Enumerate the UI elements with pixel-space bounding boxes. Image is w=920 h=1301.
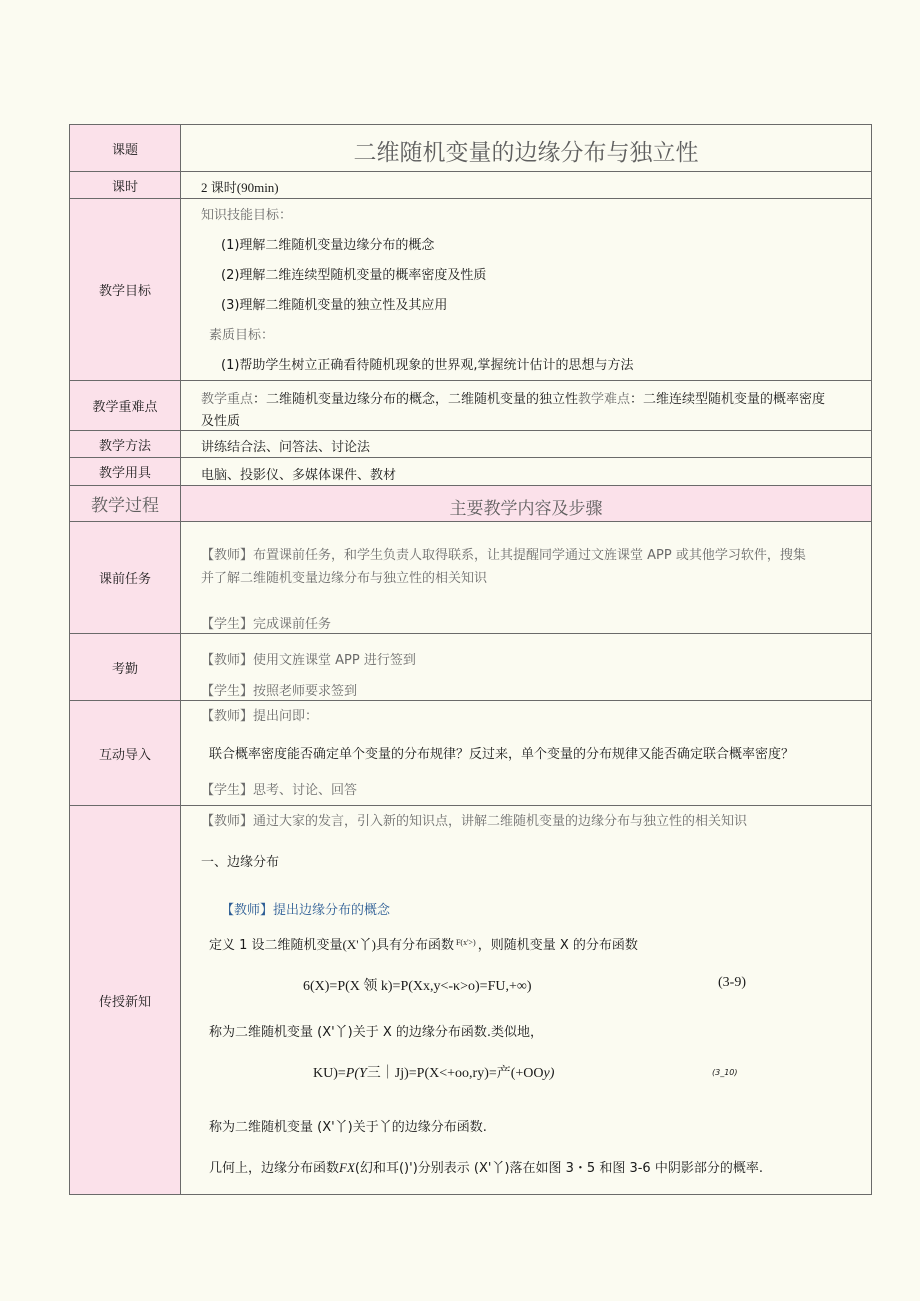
pre-task-row xyxy=(70,521,871,633)
formula-2-b: P(Y xyxy=(345,1066,367,1081)
objective-item: (1)帮助学生树立正确看待随机现象的世界观,掌握统计估计的思想与方法 xyxy=(221,358,634,373)
process-header-row xyxy=(70,485,871,521)
hours-label: 课时 xyxy=(70,172,181,198)
title-label: 课题 xyxy=(70,125,181,171)
marginal-y-text: 称为二维随机变量 (X'丫)关于丫的边缘分布函数. xyxy=(209,1120,487,1135)
objective-item: (3)理解二维随机变量的独立性及其应用 xyxy=(221,298,448,313)
geometry-text-a: 几何上，边缘分布函数 xyxy=(209,1161,340,1176)
objectives-row xyxy=(70,198,871,380)
method-label: 教学方法 xyxy=(70,431,181,457)
method-value: 讲练结合法、问答法、讨论法 xyxy=(201,440,371,455)
tools-value: 电脑、投影仪、多媒体课件、教材 xyxy=(201,468,397,483)
key-points-label: 教学重难点 xyxy=(70,381,181,430)
formula-2-d: y) xyxy=(543,1066,555,1081)
formula-2-a: KU)= xyxy=(313,1066,346,1081)
geometry-text-c: (幻和耳()')分别表示 (X'丫)落在如图 3・5 和图 3-6 中阴影部分的概率. xyxy=(354,1161,763,1176)
def-small: F(x'>) xyxy=(455,938,476,947)
formula-2-number: (3_10) xyxy=(712,1068,738,1077)
quality-heading: 素质目标： xyxy=(209,328,275,343)
difficulty-tag: 教学难点 xyxy=(578,392,631,407)
knowledge-heading: 知识技能目标： xyxy=(201,208,293,223)
teacher-text: 【教师】通过大家的发言，引入新的知识点，讲解二维随机变量的边缘分布与独立性的相关知识 xyxy=(201,814,748,829)
process-header-left: 教学过程 xyxy=(70,486,181,521)
formula-1-number: (3-9) xyxy=(718,975,746,990)
formula-1: 6(X)=P(X 领 k)=P(Xx,y<-κ>o)=FU,+∞) xyxy=(303,979,532,994)
formula-2-c: 三｜Jj)=P(X<+oo,ry)=产(+OO xyxy=(366,1066,544,1081)
def-end: ，则随机变量 X 的分布函数 xyxy=(477,938,638,953)
key-points-line xyxy=(201,388,825,407)
process-header-right: 主要教学内容及步骤 xyxy=(449,499,603,519)
formula-2 xyxy=(313,1062,554,1082)
intro-question: 联合概率密度能否确定单个变量的分布规律？反过来，单个变量的分布规律又能否确定联合概率密度？ xyxy=(209,747,795,762)
focus-tag: 教学重点 xyxy=(201,392,254,407)
geometry-text xyxy=(209,1157,763,1176)
student-text: 【学生】思考、讨论、回答 xyxy=(201,783,358,798)
def-prefix: 定义 1 设二维随机变量 xyxy=(209,938,343,953)
new-knowledge-row xyxy=(70,805,871,1194)
teacher-text: 【教师】使用文旌课堂 APP 进行签到 xyxy=(201,653,416,668)
teacher-text: 并了解二维随机变量边缘分布与独立性的相关知识 xyxy=(201,571,488,586)
teacher-text: 【教师】提出问即： xyxy=(201,709,319,724)
tools-row xyxy=(70,457,871,485)
key-points-row xyxy=(70,380,871,430)
geometry-text-b: FX xyxy=(339,1160,355,1175)
teacher-text: 【教师】布置课前任务，和学生负责人取得联系，让其提醒同学通过文旌课堂 APP 或其他学习软件，搜集 xyxy=(201,548,806,563)
objective-item: (1)理解二维随机变量边缘分布的概念 xyxy=(221,238,435,253)
title-row xyxy=(70,125,871,171)
intro-row xyxy=(70,700,871,805)
section-heading: 一、边缘分布 xyxy=(201,855,280,870)
intro-label: 互动导入 xyxy=(70,701,181,805)
lesson-plan-table xyxy=(69,124,872,1195)
focus-text: ：二维随机变量边缘分布的概念，二维随机变量的独立性 xyxy=(253,392,579,407)
hours-row xyxy=(70,171,871,198)
student-text: 【学生】按照老师要求签到 xyxy=(201,684,358,699)
lesson-title: 二维随机变量的边缘分布与独立性 xyxy=(353,140,699,166)
hours-value: 2 课时(90min) xyxy=(201,180,279,195)
attendance-row xyxy=(70,633,871,700)
method-row xyxy=(70,430,871,457)
objective-item: (2)理解二维连续型随机变量的概率密度及性质 xyxy=(221,268,487,283)
student-text: 【学生】完成课前任务 xyxy=(201,617,332,632)
tools-label: 教学用具 xyxy=(70,458,181,485)
definition-line xyxy=(209,934,638,953)
new-knowledge-label: 传授新知 xyxy=(70,806,181,1194)
difficulty-text: ：二维连续型随机变量的概率密度 xyxy=(630,392,826,407)
def-mid: 具有分布函数 xyxy=(375,938,454,953)
attendance-label: 考勤 xyxy=(70,634,181,700)
objectives-label: 教学目标 xyxy=(70,199,181,380)
key-points-line-2: 及性质 xyxy=(201,414,241,429)
pre-task-label: 课前任务 xyxy=(70,522,181,633)
teacher-concept: 【教师】提出边缘分布的概念 xyxy=(221,903,391,918)
marginal-x-text: 称为二维随机变量 (X'丫)关于 X 的边缘分布函数.类似地， xyxy=(209,1025,544,1040)
def-xy: (X'丫) xyxy=(342,937,376,952)
